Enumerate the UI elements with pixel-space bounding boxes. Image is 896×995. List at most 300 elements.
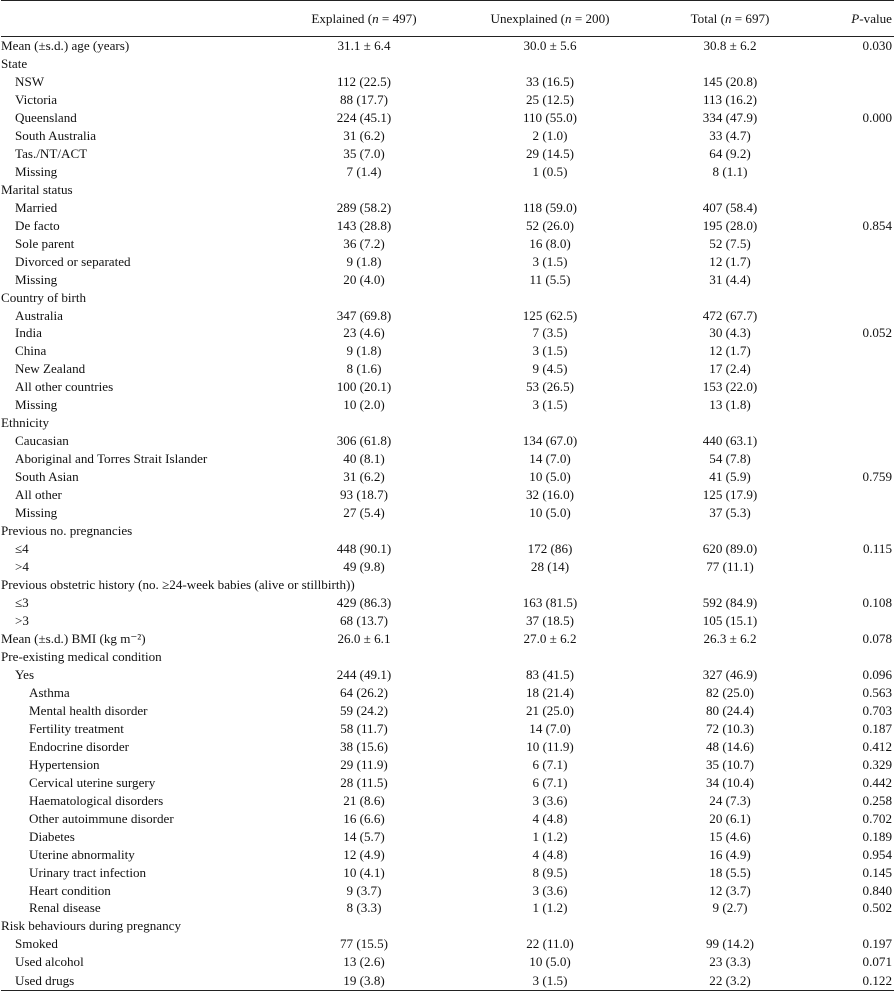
row-label: State	[1, 55, 28, 71]
cell-unexplained: 4 (4.8)	[532, 810, 568, 826]
row-label: Endocrine disorder	[29, 738, 129, 754]
cell-pvalue: 0.030	[862, 38, 892, 54]
table-row	[1, 845, 894, 863]
cell-pvalue	[809, 270, 894, 288]
row-label: Other autoimmune disorder	[29, 810, 174, 826]
cell-pvalue: 0.108	[862, 595, 892, 611]
cell-pvalue	[809, 450, 894, 468]
cell-unexplained: 30.0 ± 5.6	[523, 38, 577, 54]
cell-pvalue	[809, 126, 894, 144]
cell-unexplained: 33 (16.5)	[525, 73, 574, 89]
cell-total	[651, 576, 809, 594]
row-label: Previous obstetric history (no. ≥24-week babies (alive or stillbirth))	[1, 577, 355, 593]
table-row	[1, 288, 894, 306]
cell-total: 30 (4.3)	[709, 325, 751, 341]
row-label: Mental health disorder	[29, 702, 148, 718]
table-header-row	[1, 1, 894, 37]
cell-unexplained	[449, 180, 651, 198]
cell-explained: 93 (18.7)	[339, 487, 388, 503]
row-label: Haematological disorders	[29, 792, 164, 808]
table-row	[1, 683, 894, 701]
table-row	[1, 180, 894, 198]
cell-unexplained: 7 (3.5)	[532, 325, 568, 341]
cell-explained	[279, 647, 449, 665]
row-label: Divorced or separated	[15, 253, 131, 269]
cell-pvalue	[809, 378, 894, 396]
cell-unexplained: 14 (7.0)	[529, 720, 571, 736]
cell-total: 64 (9.2)	[709, 145, 751, 161]
table-row	[1, 90, 894, 108]
cell-unexplained	[449, 288, 651, 306]
cell-total: 12 (3.7)	[709, 882, 751, 898]
table-row	[1, 899, 894, 917]
cell-unexplained: 6 (7.1)	[532, 774, 568, 790]
cell-pvalue	[809, 576, 894, 594]
row-label: >4	[15, 559, 29, 575]
table-row	[1, 665, 894, 683]
header-explained: Explained (n = 497)	[279, 1, 449, 37]
cell-unexplained: 16 (8.0)	[529, 235, 571, 251]
demographics-table	[1, 0, 894, 991]
table-row	[1, 629, 894, 647]
row-label: Fertility treatment	[29, 720, 124, 736]
cell-pvalue: 0.329	[862, 756, 892, 772]
cell-pvalue: 0.442	[862, 774, 892, 790]
cell-total: 52 (7.5)	[709, 235, 751, 251]
table-row	[1, 773, 894, 791]
table-row	[1, 198, 894, 216]
cell-explained: 77 (15.5)	[339, 936, 388, 952]
table-row	[1, 360, 894, 378]
table-row	[1, 414, 894, 432]
cell-total: 99 (14.2)	[705, 936, 754, 952]
cell-total: 26.3 ± 6.2	[703, 630, 757, 646]
cell-explained: 12 (4.9)	[343, 846, 385, 862]
table-row	[1, 791, 894, 809]
cell-explained: 9 (3.7)	[346, 882, 382, 898]
cell-pvalue	[809, 647, 894, 665]
cell-unexplained: 1 (0.5)	[532, 163, 568, 179]
cell-explained: 143 (28.8)	[336, 217, 392, 233]
table-row	[1, 306, 894, 324]
cell-explained: 224 (45.1)	[336, 109, 392, 125]
cell-pvalue	[809, 288, 894, 306]
row-label: China	[15, 343, 47, 359]
cell-explained	[279, 288, 449, 306]
row-label: Renal disease	[29, 900, 101, 916]
cell-pvalue: 0.702	[862, 810, 892, 826]
row-label: Risk behaviours during pregnancy	[1, 918, 182, 934]
cell-explained: 7 (1.4)	[346, 163, 382, 179]
cell-pvalue: 0.078	[862, 630, 892, 646]
cell-explained: 13 (2.6)	[343, 954, 385, 970]
cell-explained: 35 (7.0)	[343, 145, 385, 161]
cell-unexplained: 28 (14)	[530, 559, 570, 575]
cell-total: 20 (6.1)	[709, 810, 751, 826]
cell-pvalue: 0.122	[809, 971, 894, 991]
cell-unexplained	[449, 647, 651, 665]
table-row	[1, 576, 894, 594]
cell-pvalue: 0.759	[862, 469, 892, 485]
row-label: All other	[15, 487, 62, 503]
cell-pvalue	[809, 180, 894, 198]
cell-unexplained: 3 (3.6)	[532, 882, 568, 898]
cell-total: 407 (58.4)	[702, 199, 758, 215]
cell-unexplained: 37 (18.5)	[525, 612, 574, 628]
cell-explained: 16 (6.6)	[343, 810, 385, 826]
table-row	[1, 971, 894, 991]
table-row	[1, 827, 894, 845]
cell-pvalue: 0.096	[862, 666, 892, 682]
cell-unexplained: 3 (1.5)	[532, 253, 568, 269]
table-row	[1, 953, 894, 971]
cell-unexplained: 27.0 ± 6.2	[523, 630, 577, 646]
row-label: Pre-existing medical condition	[1, 648, 162, 664]
cell-total: 125 (17.9)	[702, 487, 758, 503]
table-row	[1, 144, 894, 162]
cell-explained: 21 (8.6)	[343, 792, 385, 808]
cell-pvalue: 0.502	[862, 900, 892, 916]
cell-pvalue: 0.189	[862, 828, 892, 844]
table-row	[1, 234, 894, 252]
table-row	[1, 737, 894, 755]
cell-pvalue	[809, 198, 894, 216]
cell-total: 48 (14.6)	[705, 738, 754, 754]
cell-unexplained: 18 (21.4)	[525, 684, 574, 700]
cell-total	[651, 54, 809, 72]
cell-pvalue	[809, 522, 894, 540]
cell-total: 33 (4.7)	[709, 127, 751, 143]
table-row	[1, 54, 894, 72]
cell-total: 17 (2.4)	[709, 361, 751, 377]
cell-unexplained: 1 (1.2)	[532, 900, 568, 916]
cell-unexplained: 134 (67.0)	[522, 433, 578, 449]
cell-pvalue: 0.703	[862, 702, 892, 718]
table-row	[1, 863, 894, 881]
cell-pvalue: 0.412	[862, 738, 892, 754]
cell-explained: 29 (11.9)	[340, 756, 388, 772]
cell-pvalue	[809, 72, 894, 90]
cell-unexplained: 125 (62.5)	[522, 307, 578, 323]
cell-total	[651, 180, 809, 198]
cell-explained: 429 (86.3)	[336, 595, 392, 611]
table-row	[1, 594, 894, 612]
cell-unexplained: 14 (7.0)	[529, 451, 571, 467]
cell-unexplained: 118 (59.0)	[522, 199, 578, 215]
cell-pvalue	[809, 414, 894, 432]
cell-explained: 10 (4.1)	[343, 864, 385, 880]
row-label: Cervical uterine surgery	[29, 774, 156, 790]
row-label: Missing	[15, 271, 58, 287]
table-row	[1, 522, 894, 540]
header-unexplained: Unexplained (n = 200)	[449, 1, 651, 37]
cell-unexplained: 52 (26.0)	[525, 217, 574, 233]
cell-pvalue	[809, 54, 894, 72]
cell-unexplained: 3 (3.6)	[532, 792, 568, 808]
cell-explained: 10 (2.0)	[343, 397, 385, 413]
table-row	[1, 270, 894, 288]
cell-total: 13 (1.8)	[709, 397, 751, 413]
cell-explained: 244 (49.1)	[336, 666, 392, 682]
cell-pvalue	[809, 612, 894, 630]
row-label: Uterine abnormality	[29, 846, 135, 862]
table-body	[1, 37, 894, 991]
cell-total: 145 (20.8)	[702, 73, 758, 89]
cell-explained: 100 (20.1)	[336, 379, 392, 395]
cell-pvalue: 0.840	[862, 882, 892, 898]
cell-total	[651, 647, 809, 665]
cell-total: 54 (7.8)	[709, 451, 751, 467]
cell-explained: 31 (6.2)	[343, 127, 385, 143]
cell-unexplained: 9 (4.5)	[532, 361, 568, 377]
cell-explained: 23 (4.6)	[343, 325, 385, 341]
cell-unexplained: 163 (81.5)	[522, 595, 578, 611]
cell-explained: 40 (8.1)	[343, 451, 385, 467]
table-row	[1, 809, 894, 827]
cell-total: 34 (10.4)	[705, 774, 754, 790]
cell-explained: 38 (15.6)	[339, 738, 388, 754]
cell-unexplained: 172 (86)	[527, 541, 573, 557]
cell-pvalue: 0.197	[862, 936, 892, 952]
cell-explained: 9 (1.8)	[346, 343, 382, 359]
cell-explained: 59 (24.2)	[339, 702, 388, 718]
cell-pvalue	[809, 90, 894, 108]
row-label: Hypertension	[29, 756, 100, 772]
row-label: Smoked	[15, 936, 58, 952]
cell-unexplained: 22 (11.0)	[526, 936, 574, 952]
cell-explained: 448 (90.1)	[336, 541, 392, 557]
cell-pvalue	[809, 342, 894, 360]
row-label: Queensland	[15, 109, 77, 125]
cell-total	[651, 917, 809, 935]
header-total: Total (n = 697)	[651, 1, 809, 37]
cell-explained: 68 (13.7)	[339, 612, 388, 628]
cell-explained	[279, 917, 449, 935]
cell-total: 12 (1.7)	[709, 253, 751, 269]
row-label: Country of birth	[1, 289, 87, 305]
table-row	[1, 324, 894, 342]
table-row	[1, 468, 894, 486]
cell-unexplained: 10 (5.0)	[529, 954, 571, 970]
cell-unexplained: 8 (9.5)	[532, 864, 568, 880]
cell-explained: 19 (3.8)	[279, 971, 449, 991]
cell-explained: 306 (61.8)	[336, 433, 392, 449]
cell-explained: 26.0 ± 6.1	[337, 630, 391, 646]
header-pvalue: P-value	[809, 1, 894, 37]
cell-total: 472 (67.7)	[702, 307, 758, 323]
cell-total: 23 (3.3)	[709, 954, 751, 970]
cell-explained: 64 (26.2)	[339, 684, 388, 700]
cell-total: 31 (4.4)	[709, 271, 751, 287]
cell-pvalue: 0.854	[862, 217, 892, 233]
cell-total: 195 (28.0)	[702, 217, 758, 233]
cell-unexplained: 3 (1.5)	[532, 343, 568, 359]
cell-unexplained	[449, 917, 651, 935]
cell-unexplained: 53 (26.5)	[525, 379, 574, 395]
table-row	[1, 504, 894, 522]
row-label: Missing	[15, 163, 58, 179]
cell-pvalue: 0.000	[862, 109, 892, 125]
cell-unexplained	[449, 414, 651, 432]
cell-pvalue	[809, 162, 894, 180]
row-label: South Australia	[15, 127, 97, 143]
table-row	[1, 432, 894, 450]
row-label: Diabetes	[29, 828, 75, 844]
cell-pvalue: 0.187	[862, 720, 892, 736]
cell-total: 82 (25.0)	[705, 684, 754, 700]
table-row	[1, 396, 894, 414]
table-row	[1, 755, 894, 773]
cell-total: 440 (63.1)	[702, 433, 758, 449]
cell-pvalue	[809, 558, 894, 576]
cell-unexplained: 3 (1.5)	[532, 397, 568, 413]
table-row	[1, 540, 894, 558]
table-row	[1, 252, 894, 270]
cell-total: 35 (10.7)	[705, 756, 754, 772]
cell-unexplained: 1 (1.2)	[532, 828, 568, 844]
cell-explained: 31 (6.2)	[343, 469, 385, 485]
cell-total: 105 (15.1)	[702, 612, 758, 628]
table-row	[1, 486, 894, 504]
cell-explained: 31.1 ± 6.4	[337, 38, 391, 54]
row-label: ≤3	[15, 595, 29, 611]
row-label: Mean (±s.d.) BMI (kg m⁻²)	[1, 630, 146, 646]
cell-total	[651, 288, 809, 306]
cell-explained	[279, 522, 449, 540]
cell-pvalue: 0.258	[862, 792, 892, 808]
cell-total: 80 (24.4)	[705, 702, 754, 718]
cell-total: 8 (1.1)	[712, 163, 748, 179]
cell-explained: 28 (11.5)	[340, 774, 388, 790]
cell-total: 22 (3.2)	[651, 971, 809, 991]
cell-unexplained: 29 (14.5)	[525, 145, 574, 161]
row-label: >3	[15, 612, 29, 628]
cell-total: 77 (11.1)	[706, 559, 754, 575]
cell-total: 37 (5.3)	[709, 505, 751, 521]
cell-pvalue: 0.563	[862, 684, 892, 700]
cell-unexplained: 4 (4.8)	[532, 846, 568, 862]
table-row	[1, 450, 894, 468]
row-label: Victoria	[15, 91, 58, 107]
cell-pvalue	[809, 306, 894, 324]
cell-total	[651, 414, 809, 432]
row-label: De facto	[15, 217, 60, 233]
cell-unexplained: 32 (16.0)	[525, 487, 574, 503]
cell-explained	[279, 414, 449, 432]
cell-unexplained: 3 (1.5)	[449, 971, 651, 991]
cell-unexplained: 83 (41.5)	[525, 666, 574, 682]
cell-explained	[279, 54, 449, 72]
row-label: Used drugs	[1, 971, 279, 991]
table-row	[1, 72, 894, 90]
cell-explained: 88 (17.7)	[339, 91, 388, 107]
cell-pvalue: 0.052	[862, 325, 892, 341]
cell-explained: 27 (5.4)	[343, 505, 385, 521]
cell-pvalue	[809, 396, 894, 414]
cell-total: 15 (4.6)	[709, 828, 751, 844]
row-label: Missing	[15, 505, 58, 521]
cell-total: 41 (5.9)	[709, 469, 751, 485]
cell-pvalue	[809, 504, 894, 522]
cell-explained: 20 (4.0)	[343, 271, 385, 287]
cell-unexplained: 10 (11.9)	[526, 738, 574, 754]
cell-pvalue	[809, 252, 894, 270]
row-label: India	[15, 325, 42, 341]
cell-total: 24 (7.3)	[709, 792, 751, 808]
cell-total: 18 (5.5)	[709, 864, 751, 880]
table-row	[1, 342, 894, 360]
cell-pvalue	[809, 432, 894, 450]
cell-explained: 14 (5.7)	[343, 828, 385, 844]
cell-pvalue	[809, 360, 894, 378]
cell-total: 12 (1.7)	[709, 343, 751, 359]
row-label: Asthma	[29, 684, 70, 700]
cell-explained	[279, 180, 449, 198]
row-label: Mean (±s.d.) age (years)	[1, 38, 130, 54]
cell-unexplained	[449, 576, 651, 594]
cell-pvalue	[809, 486, 894, 504]
row-label: Ethnicity	[1, 415, 50, 431]
table-row	[1, 701, 894, 719]
cell-explained: 289 (58.2)	[336, 199, 392, 215]
row-label: Heart condition	[29, 882, 111, 898]
header-label	[1, 1, 279, 37]
table-row	[1, 378, 894, 396]
cell-total: 334 (47.9)	[702, 109, 758, 125]
cell-total: 592 (84.9)	[702, 595, 758, 611]
cell-explained: 347 (69.8)	[336, 307, 392, 323]
cell-unexplained	[449, 54, 651, 72]
cell-explained: 112 (22.5)	[336, 73, 392, 89]
row-label: Tas./NT/ACT	[15, 145, 88, 161]
table-row	[1, 612, 894, 630]
cell-pvalue	[809, 234, 894, 252]
cell-total: 113 (16.2)	[702, 91, 758, 107]
row-label: Used alcohol	[15, 954, 84, 970]
cell-total: 153 (22.0)	[702, 379, 758, 395]
row-label: Australia	[15, 307, 63, 323]
cell-explained: 58 (11.7)	[340, 720, 388, 736]
cell-explained: 8 (1.6)	[346, 361, 382, 377]
row-label: Aboriginal and Torres Strait Islander	[15, 451, 208, 467]
cell-explained: 36 (7.2)	[343, 235, 385, 251]
cell-pvalue	[809, 917, 894, 935]
cell-total: 16 (4.9)	[709, 846, 751, 862]
cell-unexplained: 110 (55.0)	[522, 109, 578, 125]
table-row	[1, 126, 894, 144]
cell-pvalue: 0.115	[863, 541, 892, 557]
row-label: Married	[15, 199, 58, 215]
cell-total: 72 (10.3)	[705, 720, 754, 736]
cell-total	[651, 522, 809, 540]
cell-unexplained: 10 (5.0)	[529, 469, 571, 485]
cell-total: 327 (46.9)	[702, 666, 758, 682]
row-label: Yes	[15, 666, 35, 682]
cell-unexplained: 6 (7.1)	[532, 756, 568, 772]
row-label: Marital status	[1, 181, 73, 197]
row-label: Sole parent	[15, 235, 75, 251]
table-row	[1, 216, 894, 234]
row-label: ≤4	[15, 541, 29, 557]
row-label: Urinary tract infection	[29, 864, 147, 880]
row-label: Previous no. pregnancies	[1, 523, 133, 539]
table-row	[1, 917, 894, 935]
cell-pvalue: 0.145	[862, 864, 892, 880]
cell-pvalue	[809, 144, 894, 162]
table-row	[1, 108, 894, 126]
row-label: Caucasian	[15, 433, 69, 449]
cell-unexplained: 11 (5.5)	[529, 271, 571, 287]
